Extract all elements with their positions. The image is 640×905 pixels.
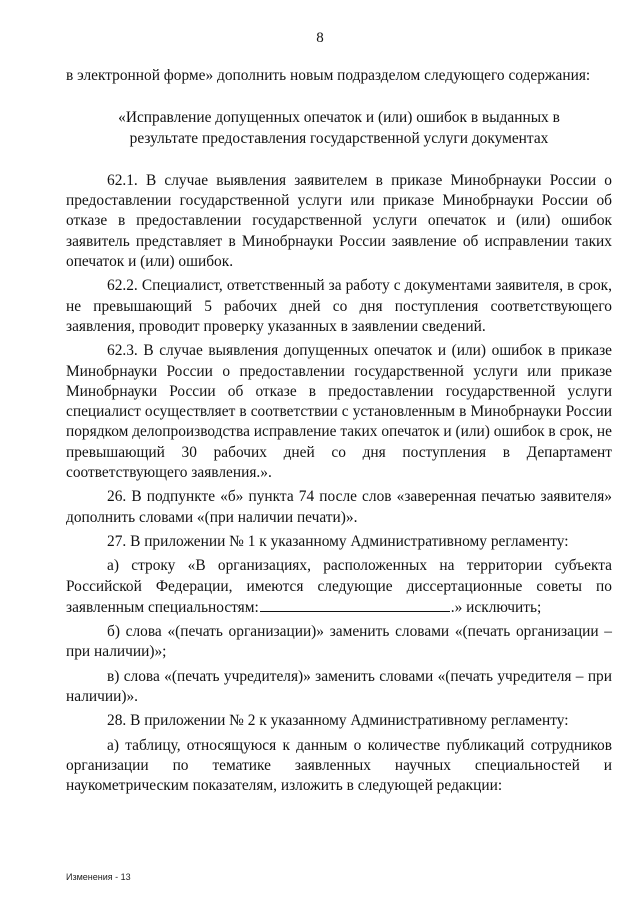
section-title: «Исправление допущенных опечаток и (или) ошибок в выданных в результате предоставления государственной услуги документах	[118, 109, 560, 147]
lead-paragraph: в электронной форме» дополнить новым подразделом следующего содержания:	[66, 67, 591, 84]
paragraph-27: 27. В приложении № 1 к указанному Административному регламенту:	[107, 532, 569, 550]
paragraph-28-a: а) таблицу, относящуюся к данным о количестве публикаций сотрудников организации по тематике заявленных научных специальностей и наукометрическим показателям, изложить в следующей редакции:	[66, 736, 612, 795]
paragraph-27-a-end: .» исключить;	[450, 598, 542, 616]
paragraph-27-c: в) слова «(печать учредителя)» заменить словами «(печать учредителя – при наличии)».	[66, 667, 612, 706]
paragraph-27-a	[66, 556, 612, 618]
blank-line	[260, 597, 450, 612]
document-body	[66, 66, 612, 801]
paragraph-62-2: 62.2. Специалист, ответственный за работу с документами заявителя, в срок, не превышающий 5 рабочих дней со дня поступления соответствующего заявления, проводит проверку указанных в заявлении сведений.	[66, 277, 612, 335]
footer-note: Изменения - 13	[66, 872, 131, 882]
page-number: 8	[316, 30, 324, 46]
paragraph-26: 26. В подпункте «б» пункта 74 после слов «заверенная печатью заявителя» дополнить словами «(при наличии печати)».	[66, 488, 612, 526]
paragraph-27-a-text: а) строку «В организациях, расположенных на территории субъекта Российской Федерации, имеются следующие диссертационные советы по заявленным специальностям:	[66, 557, 612, 616]
paragraph-27-b: б) слова «(печать организации)» заменить словами «(печать организации – при наличии)»;	[66, 623, 612, 661]
paragraph-62-3: 62.3. В случае выявления допущенных опечаток и (или) ошибок в приказе Минобрнауки России о предоставлении государственной услуги или приказе Минобрнауки России об отказе в предоставлении государственной услуги специалист осуществляет в соответствии с установленным в Минобрнауки России порядком делопроизводства исправление таких опечаток и (или) ошибок в срок, не превышающий 30 рабочих дней со дня поступления в Департамент соответствующего заявления.».	[66, 342, 612, 482]
paragraph-62-1: 62.1. В случае выявления заявителем в приказе Минобрнауки России о предоставлении государственной услуги или приказе Минобрнауки России об отказе в предоставлении государственной услуги опечаток и (или) ошибок заявитель представляет в Минобрнауки России заявление об исправлении таких опечаток и (или) ошибок.	[66, 171, 612, 271]
paragraph-28: 28. В приложении № 2 к указанному Административному регламенту:	[107, 712, 569, 730]
